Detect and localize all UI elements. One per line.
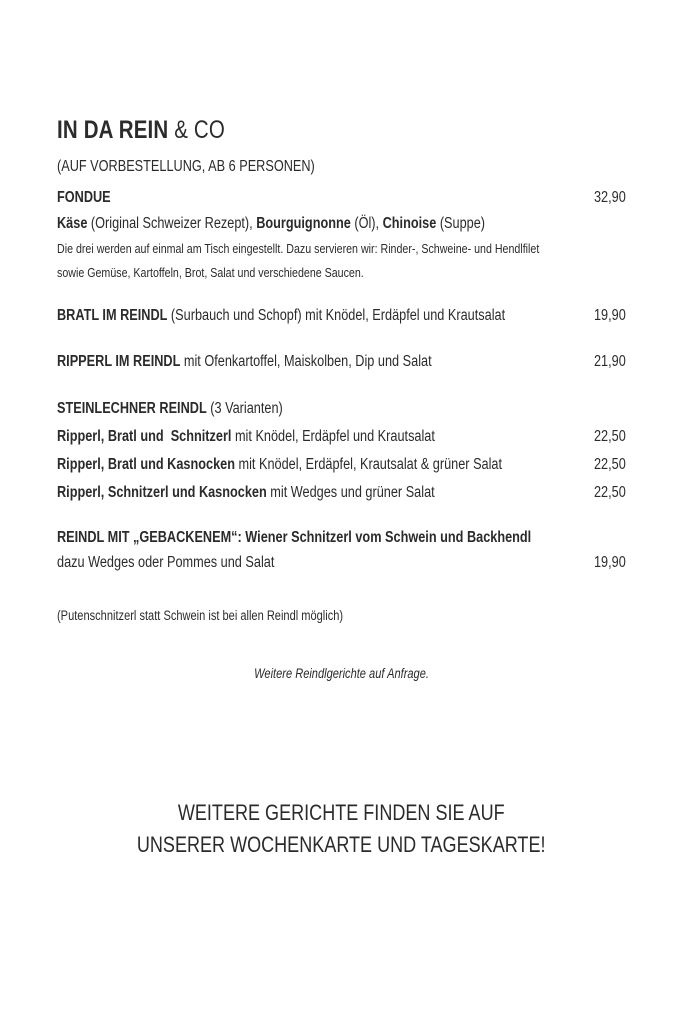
menu-item-steinlechner — [57, 399, 626, 421]
item-price: 32,90 — [594, 189, 626, 206]
item-price: 22,50 — [594, 484, 626, 501]
item-description: (Surbauch und Schopf) mit Knödel, Erdäpfel und Krautsalat — [170, 307, 506, 324]
steinlechner-variant — [57, 427, 626, 449]
item-price: 19,90 — [594, 554, 626, 571]
item-name: STEINLECHNER REINDL — [57, 400, 207, 417]
variant-description: mit Knödel, Erdäpfel und Krautsalat — [234, 428, 435, 445]
fondue-description-1 — [57, 240, 645, 258]
more-on-request — [0, 666, 683, 681]
footer-text: UNSERER WOCHENKARTE UND TAGESKARTE! — [137, 832, 546, 857]
section-subtitle — [57, 158, 371, 176]
menu-item-bratl — [57, 306, 626, 328]
note-text: (Putenschnitzerl statt Schwein ist bei allen Reindl möglich) — [57, 608, 344, 623]
variant-name: Ripperl, Bratl und Schnitzerl — [57, 428, 232, 445]
item-price: 19,90 — [594, 307, 626, 324]
item-description: mit Ofenkartoffel, Maiskolben, Dip und Salat — [183, 353, 432, 370]
item-name: RIPPERL IM REINDL — [57, 353, 181, 370]
subtitle-text: (AUF VORBESTELLUNG, AB 6 PERSONEN) — [57, 158, 315, 175]
item-name: BRATL IM REINDL — [57, 307, 168, 324]
substitution-note — [57, 608, 406, 623]
variant-name: Ripperl, Schnitzerl und Kasnocken — [57, 484, 267, 501]
footer-line-1 — [0, 797, 683, 829]
menu-item-ripperl — [57, 352, 626, 374]
item-description: dazu Wedges oder Pommes und Salat — [57, 554, 275, 571]
title-rest: & CO — [174, 116, 226, 144]
steinlechner-variant — [57, 455, 626, 477]
fondue-options — [57, 214, 626, 236]
fondue-option-name: Bourguignonne — [256, 215, 351, 232]
menu-item-fondue — [57, 188, 626, 210]
fondue-option-detail: (Original Schweizer Rezept), — [90, 215, 253, 232]
item-price: 21,90 — [594, 353, 626, 370]
item-price: 22,50 — [594, 456, 626, 473]
title-bold: IN DA REIN — [57, 116, 169, 144]
fondue-option-detail: (Öl), — [354, 215, 380, 232]
item-price: 22,50 — [594, 428, 626, 445]
fondue-option-name: Chinoise — [382, 215, 437, 232]
variant-description: mit Knödel, Erdäpfel, Krautsalat & grüner Salat — [238, 456, 503, 473]
item-note: (3 Varianten) — [210, 400, 283, 417]
section-title — [57, 116, 262, 145]
footer-text: WEITERE GERICHTE FINDEN SIE AUF — [178, 800, 505, 825]
menu-item-gebackenem — [57, 528, 626, 550]
variant-name: Ripperl, Bratl und Kasnocken — [57, 456, 235, 473]
description-text: Die drei werden auf einmal am Tisch eingestellt. Dazu servieren wir: Rinder-, Schweine- und Hendlfilet — [57, 241, 540, 256]
item-name: REINDL MIT „GEBACKENEM“: Wiener Schnitzerl vom Schwein und Backhendl — [57, 529, 532, 546]
footer-line-2 — [0, 829, 683, 861]
fondue-description-2 — [57, 264, 431, 282]
steinlechner-variant — [57, 483, 626, 505]
item-name: FONDUE — [57, 189, 111, 206]
gebackenem-sides — [57, 553, 626, 575]
variant-description: mit Wedges und grüner Salat — [270, 484, 435, 501]
request-text: Weitere Reindlgerichte auf Anfrage. — [254, 666, 429, 681]
description-text: sowie Gemüse, Kartoffeln, Brot, Salat und verschiedene Saucen. — [57, 265, 364, 280]
fondue-option-detail: (Suppe) — [439, 215, 486, 232]
fondue-option-name: Käse — [57, 215, 88, 232]
